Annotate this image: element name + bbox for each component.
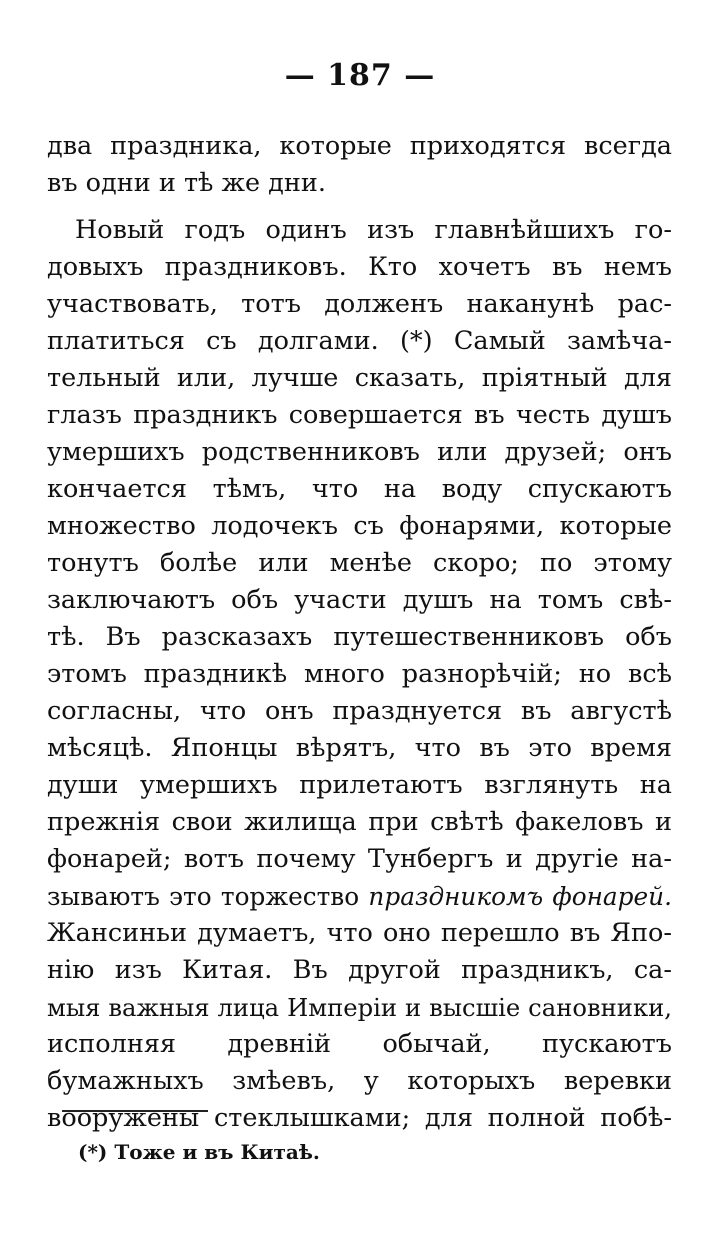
text-line: этомъ праздникѣ много разнорѣчій; но всѣ <box>47 659 672 689</box>
text-line: Жансиньи думаетъ, что оно перешло въ Япо- <box>47 918 672 948</box>
body-text <box>47 128 672 1137</box>
text-line: тѣ. Въ разсказахъ путешественниковъ объ <box>47 622 672 652</box>
text-line: мыя важныя лица Имперіи и высшіе сановники, <box>47 993 672 1022</box>
italic-phrase: праздникомъ фонарей. <box>368 882 672 911</box>
text-line: тельный или, лучше сказать, пріятный для <box>47 363 672 393</box>
footnote: (*) Тоже и въ Китаѣ. <box>78 1140 320 1164</box>
text-line: нію изъ Китая. Въ другой праздникъ, са- <box>47 955 672 985</box>
text-line: участвовать, тотъ долженъ наканунѣ рас- <box>47 289 672 319</box>
text-line: исполняя древній обычай, пускаютъ <box>47 1029 672 1059</box>
text-line: тонутъ болѣе или менѣе скоро; по этому <box>47 548 672 578</box>
text-line: мѣсяцѣ. Японцы вѣрятъ, что въ это время <box>47 733 672 763</box>
text-line-with-italic <box>47 878 672 915</box>
text-line: согласны, что онъ празднуется въ августѣ <box>47 696 672 726</box>
page-number: — 187 — <box>284 58 436 93</box>
text-line: прежнія свои жилища при свѣтѣ факеловъ и <box>47 807 672 837</box>
text-line: кончается тѣмъ, что на воду спускаютъ <box>47 474 672 504</box>
text-line: множество лодочекъ съ фонарями, которые <box>47 511 672 541</box>
text-line: заключаютъ объ участи душъ на томъ свѣ- <box>47 585 672 615</box>
text-line: Новый годъ одинъ изъ главнѣйшихъ го- <box>75 215 672 245</box>
text-line: бумажныхъ змѣевъ, у которыхъ веревки <box>47 1066 672 1096</box>
footnote-divider <box>62 1110 208 1112</box>
text-line: души умершихъ прилетаютъ взглянуть на <box>47 770 672 800</box>
text-segment: зываютъ это торжество <box>47 882 360 911</box>
text-line: умершихъ родственниковъ или друзей; онъ <box>47 437 672 467</box>
text-line: въ одни и тѣ же дни. <box>47 168 326 198</box>
text-line: вооружены стеклышками; для полной побѣ- <box>47 1103 672 1133</box>
text-line: довыхъ праздниковъ. Кто хочетъ въ немъ <box>47 252 672 282</box>
text-line: два праздника, которые приходятся всегда <box>47 131 672 161</box>
text-line: глазъ праздникъ совершается въ честь душъ <box>47 400 672 430</box>
text-line: фонарей; вотъ почему Тунбергъ и другіе на- <box>47 844 672 874</box>
text-line: платиться съ долгами. (*) Самый замѣча- <box>47 326 672 356</box>
